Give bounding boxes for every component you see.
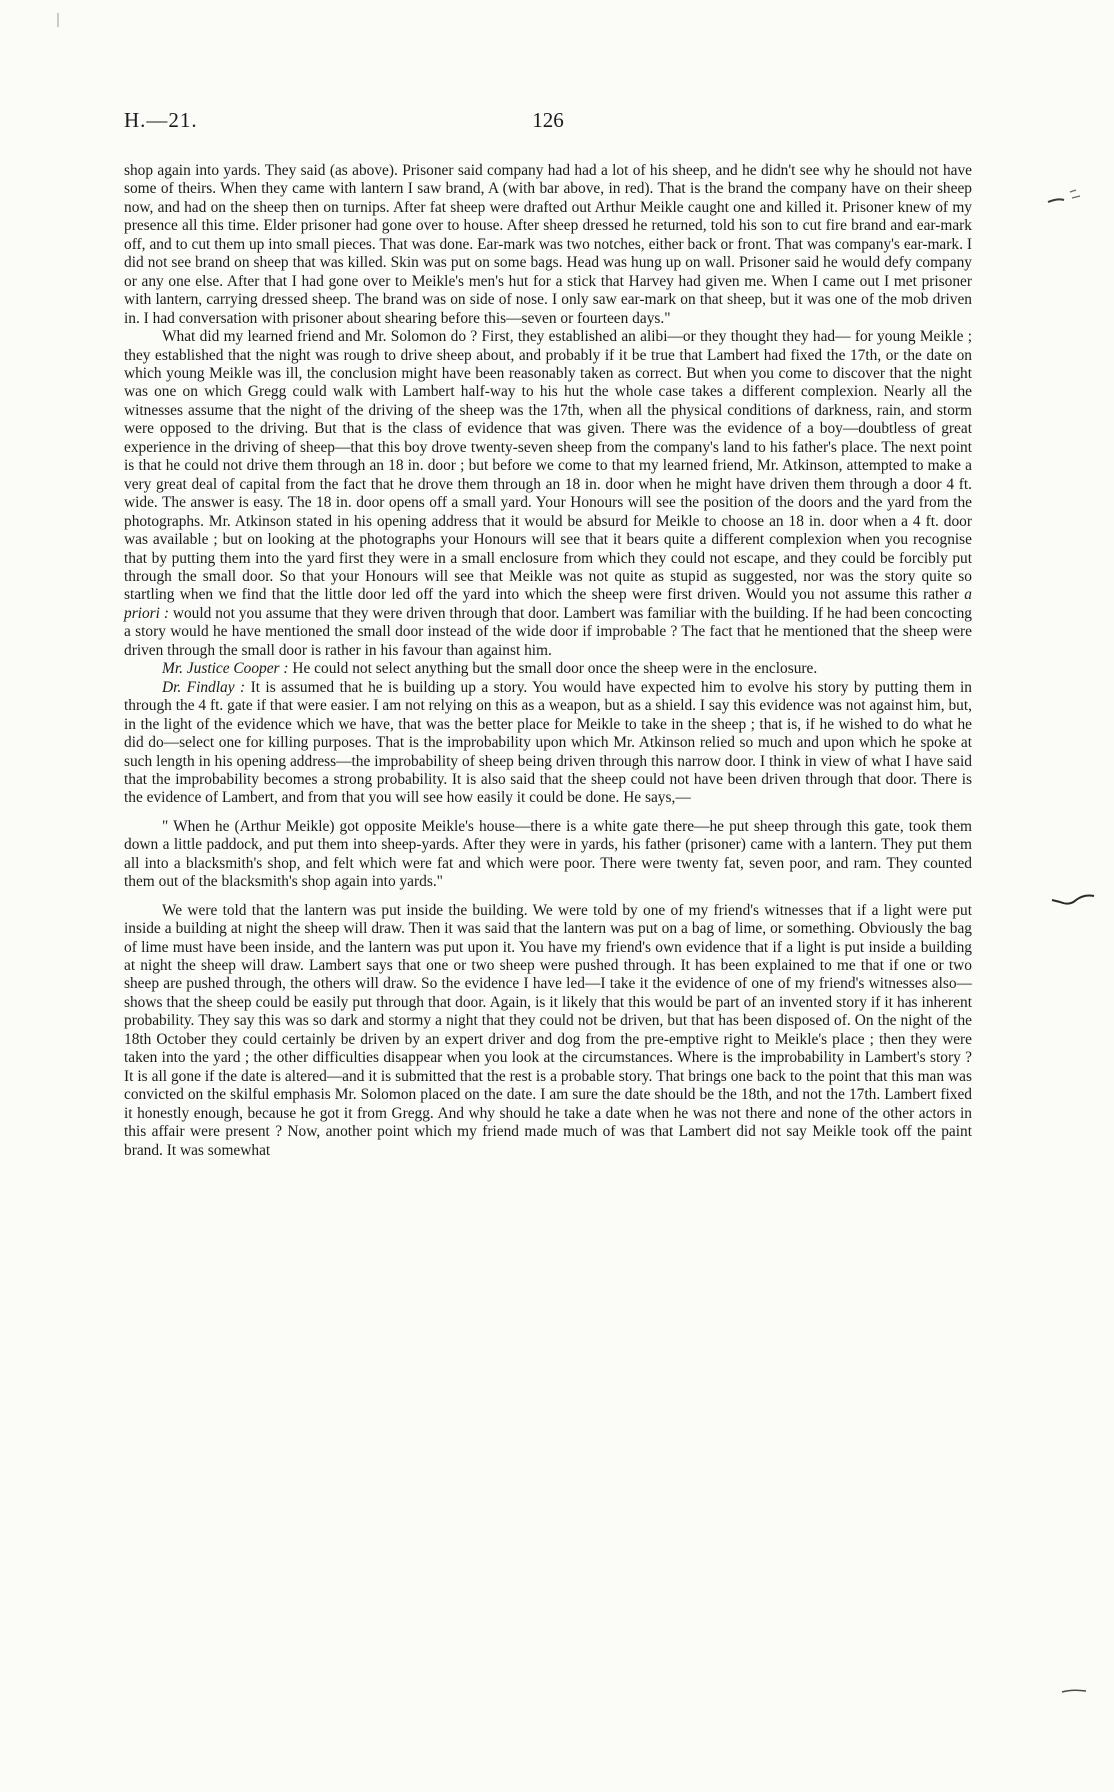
justice-cooper-remark: He could not select anything but the small door once the sheep were in the enclosure. (292, 660, 818, 678)
speaker-dr-findlay: Dr. Findlay : (162, 678, 246, 696)
latin-phrase: a priori : (124, 586, 972, 622)
paragraph-justice-cooper (124, 660, 972, 678)
paragraph-lantern-argument: We were told that the lantern was put inside the building. We were told by one of my friend's witnesses that if a light were put inside a building at night the sheep will draw. Then it was said that the lantern was put on a bag of lime, or something. Obviously the bag of lime must have been inside, and the lantern was put upon it. You have my friend's own evidence that if a light is put inside a building at night the sheep will draw. Lambert says that one or two sheep were pushed through. It has been explained to me that if one or two sheep are pushed through, the others will draw. So the evidence I have led—I take it the evidence of one of my friend's witnesses also—shows that the sheep could be easily put through that door. Again, is it likely that this would be part of an invented story if it has inherent probability. They say this was so dark and stormy a night that they could not be driven, but that has been disposed of. On the night of the 18th October they could certainly be driven by an expert driver and dog from the pre-emptive right to Meikle's place ; then they were taken into the yard ; the other difficulties disappear when you look at the circumstances. Where is the improbability in Lambert's story ? It is all gone if the date is altered—and it is submitted that the rest is a probable story. That brings one back to the point that this man was convicted on the skilful emphasis Mr. Solomon placed on the date. I am sure the date should be the 18th, and not the 17th. Lambert fixed it honestly enough, because he got it from Gregg. And why should he take a date when he was not there and none of the other actors in this affair were present ? Now, another point which my friend made much of was that Lambert did not say Meikle took off the paint brand. It was somewhat (124, 901, 972, 1159)
argument-text-part-1: What did my learned friend and Mr. Solomon do ? First, they established an alibi—or they thought they had— for young Meikle ; they established that the night was rough to drive sheep about, and probably if it be true that Lambert had fixed the 17th, or the date on which young Meikle was ill, the conclusion might have been reasonably taken as correct. But when you come to discover that the night was one on which Gregg could walk with Lambert half-way to his hut the whole case takes a different complexion. Nearly all the witnesses assume that the night of the driving of the sheep was the 17th, when all the physical conditions of darkness, rain, and storm were opposed to the driving. But that is the class of evidence that was given. There was the evidence of a boy—doubtless of great experience in the driving of sheep—that this boy drove twenty-seven sheep from the company's land to his father's place. The next point is that he could not drive them through an 18 in. door ; but before we come to that my learned friend, Mr. Atkinson, attempted to make a very great deal of capital from the fact that he drove them through an 18 in. door when he might have driven them through a door 4 ft. wide. The answer is easy. The 18 in. door opens off a small yard. Your Honours will see the position of the doors and the yard from the photographs. Mr. Atkinson stated in his opening address that it would be absurd for Meikle to choose an 18 in. door when a 4 ft. door was available ; but on looking at the photographs your Honours will see that it bears quite a different complexion when you recognise that by putting them into the yard first they were in a small enclosure from which they could not escape, and they could be forcibly put through the small door. So that your Honours will see that Meikle was not quite as stupid as suggested, nor was the story quite so startling when we find that the little door led off the yard into which the sheep were first driven. Would you not assume this rather (124, 328, 972, 604)
paragraph-continued-testimony: shop again into yards. They said (as above). Prisoner said company had had a lot of his sheep, and he didn't see why he should not have some of theirs. When they came with lantern I saw brand, A (with bar above, in red). That is the brand the company have on their sheep now, and had on the sheep then on turnips. After fat sheep were drafted out Arthur Meikle caught one and killed it. Prisoner knew of my presence all this time. Elder prisoner had gone over to house. After sheep dressed he returned, told his son to cut fire brand and ear-mark off, and to cut them up into small pieces. That was done. Ear-mark was two notches, either back or front. That was company's ear-mark. I did not see brand on sheep that was killed. Skin was put on some bags. Head was hung up on wall. Prisoner said he would defy company or any one else. After that I had gone over to Meikle's men's hut for a stick that Harvey had given me. When I came out I met prisoner with lantern, carrying dressed sheep. The brand was on side of nose. I only saw ear-mark on that sheep, but it was one of the mob driven in. I had conversation with prisoner about shearing before this—seven or fourteen days." (124, 162, 972, 327)
quoted-evidence: " When he (Arthur Meikle) got opposite Meikle's house—there is a white gate there—he put sheep through this gate, took them down a little paddock, and put them into sheep-yards. After they were in yards, his father (prisoner) came with a lantern. They put them all into a blacksmith's shop, and felt which were fat and which were poor. There were twenty fat, seven poor, and ram. They counted them out of the blacksmith's shop again into yards." (124, 817, 972, 891)
margin-pencil-mark-icon (1046, 186, 1086, 208)
page-number: 126 (532, 108, 564, 132)
dr-findlay-remark: It is assumed that he is building up a story. You would have expected him to evolve his story by putting them in through the 4 ft. gate if that were easier. I am not relying on this as a weapon, but as a shield. I say this evidence was not against him, but, in the light of the evidence which we have, that was the better place for Meikle to take in the sheep ; that is, if he wished to do what he did do—select one for killing purposes. That is the improbability upon which Mr. Atkinson relied so much and upon which he spoke at such length in his opening address—the improbability of sheep being driven through this narrow door. I think in view of what I have said that the improbability becomes a strong probability. It is also said that the sheep could not have been driven through that door. There is the evidence of Lambert, and from that you will see how easily it could be done. He says,— (124, 678, 972, 807)
margin-tick-mark-icon (1050, 892, 1096, 914)
paragraph-dr-findlay (124, 679, 972, 808)
page-header (124, 108, 972, 138)
paragraph-argument (124, 328, 972, 660)
margin-dash-mark-icon (1060, 1686, 1090, 1696)
corner-speck-icon (56, 12, 60, 28)
body-text (124, 162, 972, 1160)
document-reference: H.—21. (124, 108, 198, 132)
argument-text-part-2: would not you assume that they were driven through that door. Lambert was familiar with the building. If he had been concocting a story would he have mentioned the small door instead of the wide door if improbable ? The fact that he mentioned that the sheep were driven through the small door is rather in his favour than against him. (124, 604, 972, 659)
speaker-justice-cooper: Mr. Justice Cooper : (162, 660, 289, 678)
